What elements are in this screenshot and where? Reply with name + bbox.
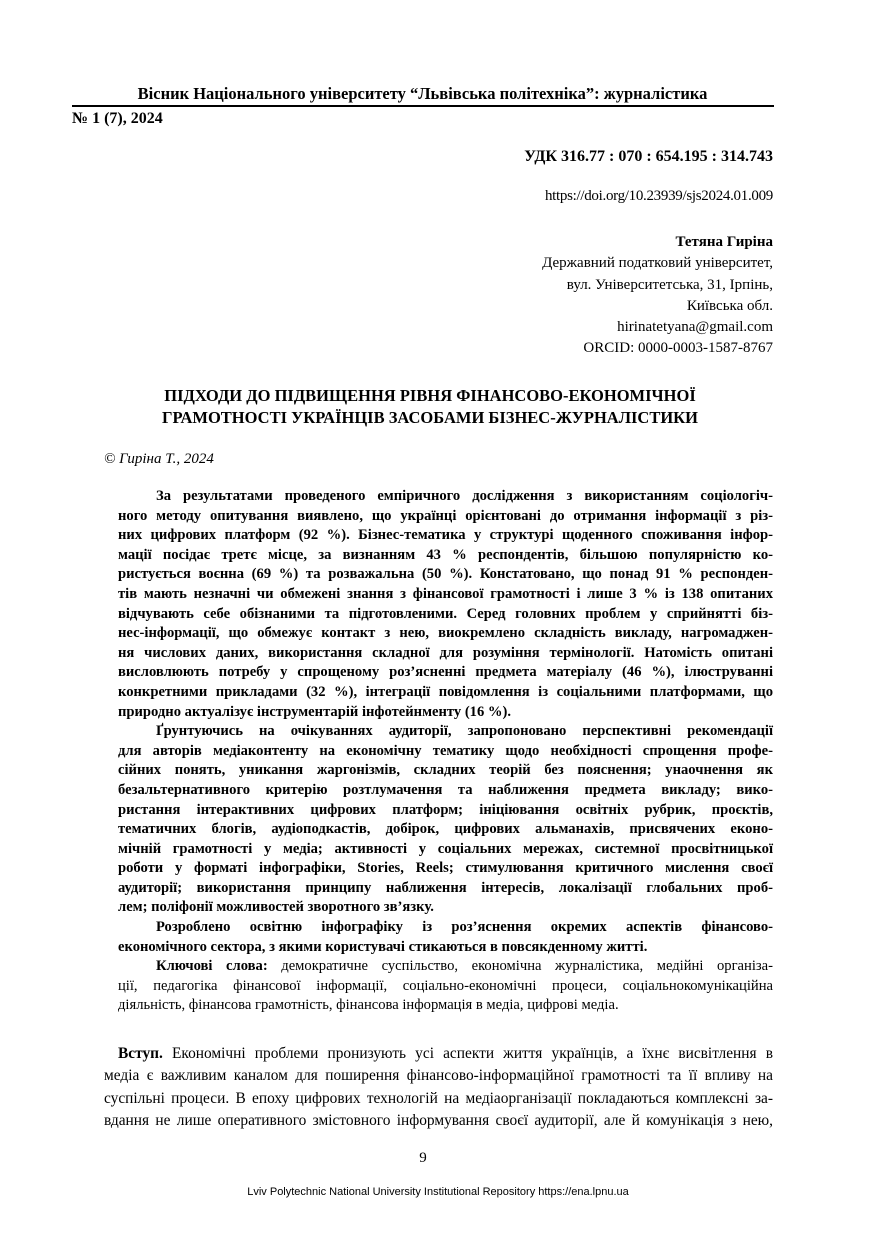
author-address: вул. Університетська, 31, Ірпінь, xyxy=(566,276,773,293)
text-line: безальтернативного критерію розтлумачення та наближення предмета викладу; вико- xyxy=(118,781,773,798)
text-line xyxy=(118,957,773,977)
text-run: демократичне суспільство, економічна журналістика, медійні організа- xyxy=(267,958,773,975)
page-number: 9 xyxy=(419,1150,427,1166)
text-line: ристується воєнна (69 %) та розважальна (50 %). Констатовано, що понад 91 % респонден- xyxy=(118,566,773,583)
text-line: ня числових даних, використання складної для розуміння термінології. Натомість опитані xyxy=(118,644,773,661)
text-line: За результатами проведеного емпіричного дослідження з використанням соціологіч- xyxy=(156,488,773,504)
text-line: діяльність, фінансова грамотність, фінансова інформація в медіа, цифрові медіа. xyxy=(118,997,619,1014)
text-line: для авторів медіаконтенту на економічну тематику щодо необхідності спрощення профе- xyxy=(118,742,773,759)
doi-link[interactable]: https://doi.org/10.23939/sjs2024.01.009 xyxy=(544,188,773,204)
header-divider xyxy=(72,105,774,107)
abstract-paragraph-3 xyxy=(118,918,773,957)
text-line: аудиторії; використання принципу наближення інтересів, локалізації глобальних проб- xyxy=(118,879,773,896)
repository-footer: Lviv Polytechnic National University Institutional Repository https://ena.lpnu.ua xyxy=(247,1186,629,1198)
text-line: тематичних блогів, аудіоподкастів, добірок, цифрових альманахів, присвячених еконо- xyxy=(118,821,773,838)
udk-code: УДК 316.77 : 070 : 654.195 : 314.743 xyxy=(524,148,773,165)
abstract-paragraph-1 xyxy=(118,487,773,722)
title-line: ГРАМОТНОСТІ УКРАЇНЦІВ ЗАСОБАМИ БІЗНЕС-ЖУРНАЛІСТИКИ xyxy=(161,408,698,427)
intro-label: Вступ. xyxy=(118,1045,163,1062)
text-line: тів мають незначні чи обмежені знання з фінансової грамотності і лише 3 % із 138 опитаних xyxy=(118,585,773,602)
introduction xyxy=(104,1043,773,1133)
text-line: відчувають себе обізнаними та підготовленими. Серед головних проблем у сприйнятті біз- xyxy=(118,605,773,622)
keywords-label: Ключові слова: xyxy=(156,958,268,975)
text-line xyxy=(104,1043,773,1065)
text-line: ного методу опитування виявлено, що українці орієнтовані до отримання інформації з різ- xyxy=(118,507,773,524)
article-title xyxy=(90,385,770,429)
copyright: © Гиріна Т., 2024 xyxy=(104,451,214,467)
text-line: Розроблено освітню інфографіку із роз’яснення окремих аспектів фінансово- xyxy=(156,919,773,936)
issue-number: № 1 (7), 2024 xyxy=(72,110,163,127)
text-line: мічній грамотності у медіа; активності у соціальних мережах, системної просвітницької xyxy=(118,840,773,857)
text-line: природно актуалізує інструментарій інфотейнменту (16 %). xyxy=(118,703,512,720)
text-line: економічного сектора, з якими користувачі стикаються в повсякденному житті. xyxy=(118,938,648,955)
title-line: ПІДХОДИ ДО ПІДВИЩЕННЯ РІВНЯ ФІНАНСОВО-ЕКОНОМІЧНОЇ xyxy=(164,386,696,405)
keywords xyxy=(118,957,773,1016)
text-line: висловлюють потребу у спрощеному роз’ясненні предмета матеріалу (46 %), ілюструванні xyxy=(118,664,773,681)
author-affiliation: Державний податковий університет, xyxy=(542,255,773,272)
text-line: медіа є важливим каналом для поширення фінансово-інформаційної грамотності та її впливу на xyxy=(104,1067,773,1085)
abstract-paragraph-2 xyxy=(118,722,773,918)
author-block xyxy=(542,232,773,360)
text-line: нес-інформації, що обмежує контакт з нею, виокремлено складність викладу, нагромаджен- xyxy=(118,625,773,642)
text-line: суспільні процеси. В епоху цифрових технологій на медіаорганізації покладаються комплексні за- xyxy=(104,1089,773,1107)
text-line: Ґрунтуючись на очікуваннях аудиторії, запропоновано перспективні рекомендації xyxy=(156,723,773,740)
text-line: роботи у форматі інфографіки, Stories, Reels; стимулювання критичного мислення своєї xyxy=(118,860,773,877)
text-line: сійних понять, уникання жаргонізмів, складних теорій без пояснення; унаочнення як xyxy=(118,762,773,779)
text-line: них цифрових платформ (92 %). Бізнес-тематика у структурі щоденного споживання інфор- xyxy=(118,527,773,544)
text-line: лем; поліфонії можливостей зворотного зв’язку. xyxy=(118,899,434,916)
abstract xyxy=(118,487,773,1016)
text-line: мації посідає третє місце, за визнанням 43 % респондентів, більшою популярністю ко- xyxy=(118,546,773,563)
author-email[interactable]: hirinatetyana@gmail.com xyxy=(617,319,773,336)
author-name: Тетяна Гиріна xyxy=(675,234,773,250)
text-line: ристання інтерактивних цифрових платформ; ініціювання освітніх рубрик, проєктів, xyxy=(118,801,773,818)
text-line: конкретними прикладами (32 %), інтеграції повідомлення із соціальними платформами, що xyxy=(118,683,773,700)
text-line: вдання не лише оперативного змістовного інформування своєї аудиторії, але й комунікація з нею, xyxy=(104,1112,773,1130)
author-orcid: ORCID: 0000-0003-1587-8767 xyxy=(583,340,773,357)
text-line: ції, педагогіка фінансової інформації, соціально-економічні процеси, соціальнокомунікаційна xyxy=(118,977,773,994)
journal-title: Вісник Національного університету “Львівська політехніка”: журналістика xyxy=(137,84,708,103)
author-region: Київська обл. xyxy=(686,297,773,314)
text-run: Економічні проблеми пронизують усі аспекти життя українців, а їхнє висвітлення в xyxy=(162,1045,773,1062)
